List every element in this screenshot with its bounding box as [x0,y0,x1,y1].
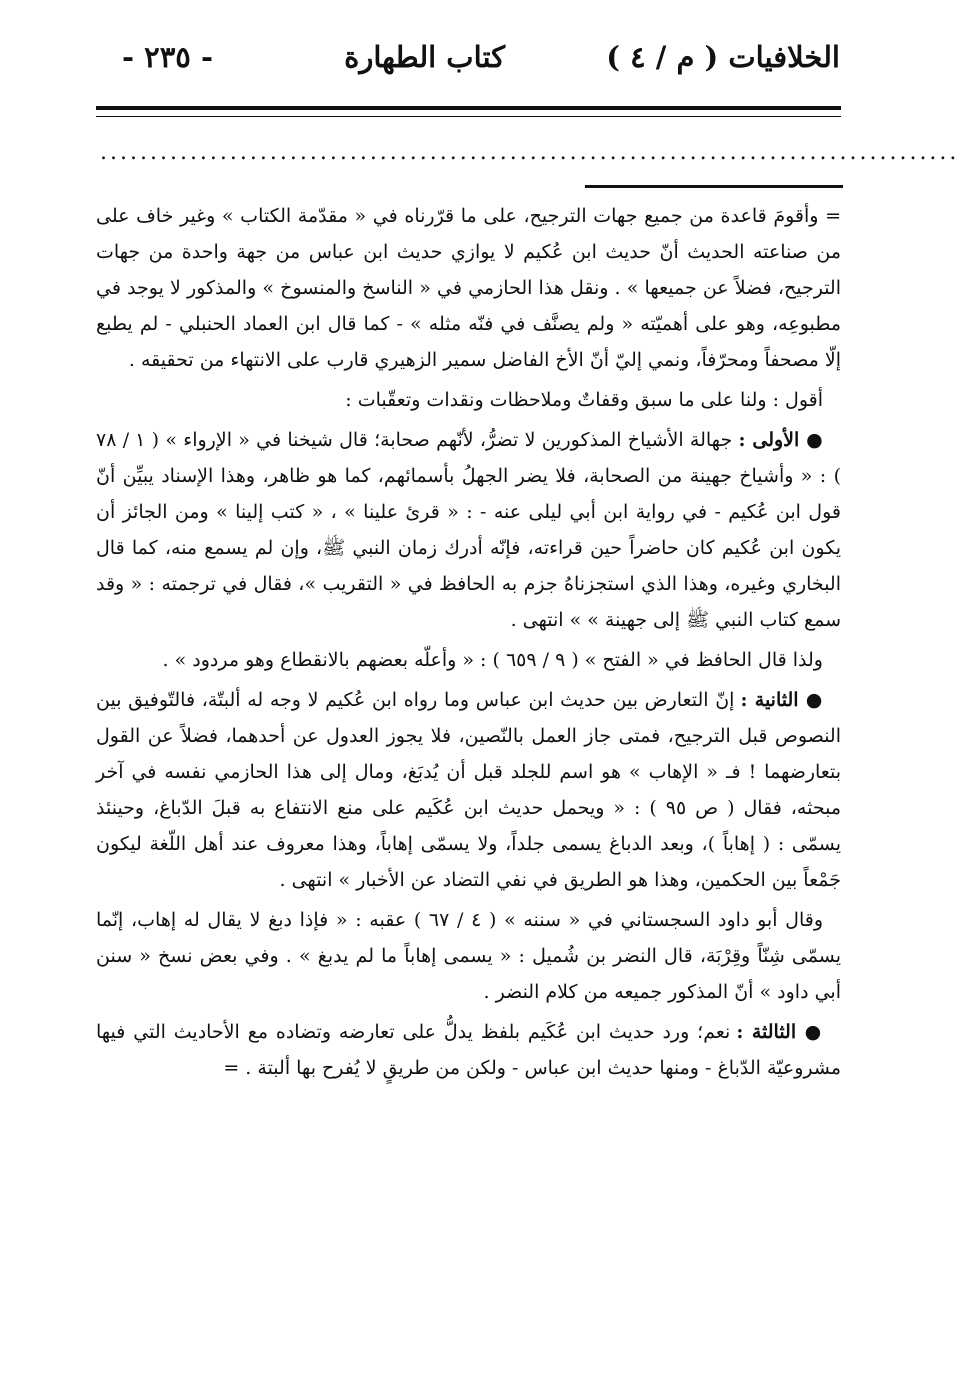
paragraph-lead: ● الثانية : [740,689,824,711]
paragraph-6 [96,902,841,1010]
paragraph-2 [96,382,841,418]
paragraph-3 [96,422,841,638]
paragraph-body: ولذا قال الحافظ في « الفتح » ( ٩ / ٦٥٩ ) : « وأعلّه بعضهم بالانقطاع وهو مردود » . [162,649,823,671]
paragraph-1 [96,198,841,378]
header-rule-thick [96,106,841,110]
book-title: الخلافيات ( م / ٤ ) [606,40,840,74]
page-number: - ٢٣٥ - [122,40,214,74]
paragraph-body: جهالة الأشياخ المذكورين لا تضرُّ، لأنّهم صحابة؛ قال شيخنا في « الإرواء » ( ١ / ٧٨ ) : « وأشياخ جهينة من الصحابة، فلا يضر الجهلُ بأسمائهم، كما هو ظاهر، وهذا الإسناد يبيِّن أنّ قول ابن عُكيم - في رواية ابن أبي ليلى عنه - : « قرئ علينا » ، « كتب إلينا » ومن الجائز أن يكون ابن عُكيم كان حاضراً حين قراءته، فإنّه أدرك زمان النبي ﷺ، وإن لم يسمع منه، كما قال البخاري وغيره، وهذا الذي استجزناهُ جزم به الحافظ في « التقريب »، فقال في ترجمته : « وقد سمع كتاب النبي ﷺ إلى جهينة » » انتهى . [96,429,841,631]
section-title: كتاب الطهارة [344,40,505,74]
paragraph-body: إنّ التعارض بين حديث ابن عباس وما رواه ابن عُكيم لا وجه له ألبتّة، فالتّوفيق بين النصوص قبل الترجيح، فمتى جاز العمل بالنّصين، فلا يجوز العدول عن أحدهما، فضلاً عن القول بتعارضهما ! فـ « الإهاب » هو اسم للجلد قبل أن يُدبَغ، ومال إلى هذا الحازمي نفسه في آخر مبحثه، فقال ( ص ٩٥ ) : « ويحمل حديث ابن عُكَيم على منع الانتفاع به قبلَ الدّباغ، وحينئذ يسمّى : ( إهاباً )، وبعد الدباغ يسمى جلداً، ولا يسمّى إهاباً، وهذا معروف عند أهل اللّغة ليكون جَمْعاً بين الحكمين، وهذا هو الطريق في نفي التضاد عن الأخبار » انتهى . [96,689,841,891]
paragraph-7 [96,1014,841,1086]
running-header [110,40,840,90]
dotted-separator: ...................................................................................... [100,140,959,165]
paragraph-body: = وأقومَ قاعدة من جميع جهات الترجيح، على ما قرّرناه في « مقدّمة الكتاب » وغير خاف على من صناعته الحديث أنّ حديث ابن عُكيم لا يوازي حديث ابن عباس من جهة واحدة من جهات الترجيح، فضلاً عن جميعها » . ونقل هذا الحازمي في « الناسخ والمنسوخ » والمذكور لا يوجد في مطبوعِه، وهو على أهميّته « ولم يصنَّف في فنّه مثله » - كما قال ابن العماد الحنبلي - لم يطبع إلّا مصحفاً ومحرّفاً، ونمي إليّ أنّ الأخ الفاضل سمير الزهيري قارب على الانتهاء من تحقيقه . [96,205,841,371]
footnote-rule [585,185,843,188]
paragraph-lead: ● الثالثة : [736,1021,823,1043]
paragraph-body: وقال أبو داود السجستاني في « سننه » ( ٤ / ٦٧ ) عقبه : « فإذا دبغ لا يقال له إهاب، إنّما يسمّى شِنّاً وقِرْبَة، قال النضر بن شُميل : « يسمى إهاباً ما لم يدبغ » . وفي بعض نسخ « سنن أبي داود » أنّ المذكور جميعه من كلام النضر . [96,909,841,1003]
footnote-text [96,198,841,1090]
paragraph-body: نعم؛ ورد حديث ابن عُكَيم بلفظ يدلُّ على تعارضه وتضاده مع الأحاديث التي فيها مشروعيّة الدّباغ - ومنها حديث ابن عباس - ولكن من طريقٍ لا يُفرح بها ألبتة . = [96,1021,841,1079]
paragraph-5 [96,682,841,898]
paragraph-4 [96,642,841,678]
header-rule-thin [96,116,841,117]
paragraph-body: أقول : ولنا على ما سبق وقفاتٌ وملاحظات ونقدات وتعقّبات : [345,389,823,411]
paragraph-lead: ● الأولى : [738,429,823,451]
